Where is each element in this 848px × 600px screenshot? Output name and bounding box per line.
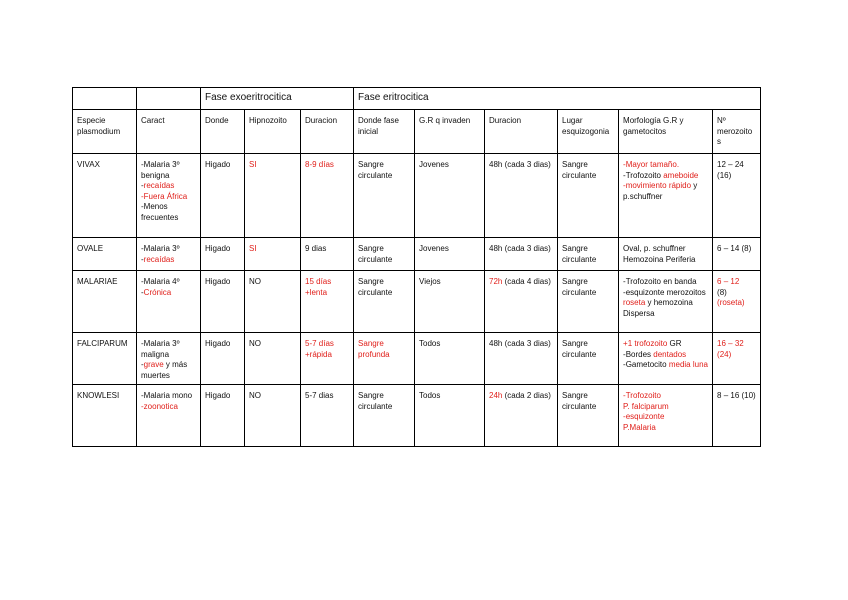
- cell-text: 48h (cada 3 dias): [489, 339, 551, 348]
- highlight-text: grave: [143, 360, 164, 369]
- cell-merozoitos-line: [717, 288, 756, 299]
- cell-duracion-eri-line: [489, 391, 553, 402]
- cell-morfologia-line: [623, 339, 708, 350]
- cell-caract-line: [141, 391, 196, 402]
- cell-caract-line: [141, 277, 196, 288]
- cell-morfologia-line: [623, 288, 708, 320]
- cell-text: -Malaria 3º maligna: [141, 339, 180, 359]
- cell-hipnozoito-line: [249, 339, 296, 350]
- cell-hipnozoito-line: [249, 244, 296, 255]
- cell-morfologia: [619, 238, 713, 271]
- cell-fase-inicial: [354, 238, 415, 271]
- cell-hipnozoito: [245, 333, 301, 385]
- cell-gr-invaden-text: Todos: [419, 339, 441, 348]
- column-header: Donde: [201, 110, 245, 154]
- cell-text: Sangre circulante: [562, 160, 597, 180]
- cell-lugar-esquizogonia-line: [562, 277, 614, 298]
- cell-caract: [137, 333, 201, 385]
- cell-morfologia-line: [623, 350, 708, 361]
- cell-text: -Malaria mono: [141, 391, 193, 400]
- cell-text: -: [141, 181, 144, 190]
- column-header: Hipnozoito: [245, 110, 301, 154]
- cell-morfologia-line: [623, 360, 708, 371]
- table-row-ovale: [73, 238, 761, 271]
- cell-morfologia: [619, 385, 713, 447]
- cell-text: -Menos frecuentes: [141, 202, 179, 222]
- cell-lugar-esquizogonia-line: [562, 339, 614, 360]
- cell-text: Sangre circulante: [358, 277, 393, 297]
- cell-gr-invaden-text: Jovenes: [419, 244, 449, 253]
- cell-donde-text: Higado: [205, 277, 231, 286]
- highlight-text: ameboide: [663, 170, 699, 180]
- cell-gr-invaden: [415, 271, 485, 333]
- cell-gr-invaden-text: Jovenes: [419, 160, 449, 169]
- highlight-text: (roseta): [717, 298, 745, 307]
- cell-text: Sangre circulante: [358, 391, 393, 411]
- cell-text: -Malaria 4º: [141, 277, 180, 286]
- cell-morfologia: [619, 271, 713, 333]
- cell-text: Sangre circulante: [562, 244, 597, 264]
- cell-especie: [73, 154, 137, 238]
- cell-donde-text: Higado: [205, 391, 231, 400]
- column-header: Donde fase inicial: [354, 110, 415, 154]
- cell-caract-line: [141, 255, 196, 266]
- cell-morfologia-line: [623, 423, 708, 434]
- cell-duracion-eri: [485, 385, 558, 447]
- cell-merozoitos-line: [717, 244, 756, 255]
- cell-especie: [73, 333, 137, 385]
- cell-donde: [201, 271, 245, 333]
- cell-text: (8): [717, 287, 727, 297]
- cell-text: 48h (cada 3 dias): [489, 244, 551, 253]
- highlight-text: P.Malaria: [623, 422, 656, 432]
- cell-fase-inicial: [354, 154, 415, 238]
- cell-text: Sangre circulante: [562, 391, 597, 411]
- highlight-text: recaídas: [143, 254, 175, 264]
- cell-gr-invaden-text: Todos: [419, 391, 441, 400]
- highlight-text: roseta: [623, 298, 646, 307]
- highlight-text: -esquizonte: [623, 412, 665, 421]
- cell-fase-inicial: [354, 271, 415, 333]
- cell-morfologia: [619, 154, 713, 238]
- cell-merozoitos: [713, 238, 761, 271]
- cell-text: -Bordes: [623, 349, 654, 359]
- cell-especie: [73, 238, 137, 271]
- group-header-row: [73, 88, 761, 110]
- cell-especie-text: VIVAX: [77, 160, 100, 169]
- table-body: [73, 88, 761, 447]
- cell-text: 5-7 dias: [305, 391, 334, 400]
- column-header: Nº merozoitos: [713, 110, 761, 154]
- highlight-text: -Fuera África: [141, 191, 188, 201]
- highlight-text: -Trofozoito: [623, 391, 661, 400]
- cell-lugar-esquizogonia: [558, 271, 619, 333]
- cell-duracion-exo: [301, 238, 354, 271]
- cell-caract-line: [141, 244, 196, 255]
- cell-text: Sangre circulante: [562, 339, 597, 359]
- cell-hipnozoito-line: [249, 391, 296, 402]
- cell-morfologia-line: [623, 255, 708, 266]
- cell-text: 12 – 24 (16): [717, 160, 744, 180]
- cell-duracion-eri: [485, 333, 558, 385]
- cell-text: GR: [667, 339, 682, 348]
- cell-morfologia-line: [623, 402, 708, 413]
- column-header: Morfología G.R y gametocitos: [619, 110, 713, 154]
- highlight-text: -Mayor tamaño.: [623, 160, 680, 169]
- cell-gr-invaden-text: Viejos: [419, 277, 441, 286]
- column-header-row: [73, 110, 761, 154]
- cell-caract-line: [141, 202, 196, 223]
- highlight-text: 8-9 días: [305, 160, 334, 169]
- cell-text: Oval, p. schuffner: [623, 244, 686, 253]
- cell-duracion-exo-line: [305, 391, 349, 402]
- column-header: Lugar esquizogonia: [558, 110, 619, 154]
- group-header-exoeritrocitica: Fase exoeritrocitica: [201, 88, 354, 110]
- cell-duracion-exo-line: [305, 277, 349, 298]
- highlight-text: Sangre profunda: [358, 339, 390, 359]
- cell-duracion-exo: [301, 154, 354, 238]
- cell-caract: [137, 154, 201, 238]
- cell-fase-inicial-line: [358, 277, 410, 298]
- cell-donde-text: Higado: [205, 244, 231, 253]
- column-header: Duracion: [485, 110, 558, 154]
- cell-text: 6 – 14 (8): [717, 244, 752, 253]
- cell-text: Sangre circulante: [358, 160, 393, 180]
- cell-merozoitos-line: [717, 277, 756, 288]
- cell-morfologia: [619, 333, 713, 385]
- cell-hipnozoito-line: [249, 277, 296, 288]
- cell-especie-text: KNOWLESI: [77, 391, 120, 400]
- cell-text: Sangre circulante: [562, 277, 597, 297]
- highlight-text: -zoonotica: [141, 401, 178, 411]
- cell-caract: [137, 238, 201, 271]
- cell-text: (cada 4 dias): [502, 277, 551, 286]
- cell-morfologia-line: [623, 171, 708, 182]
- highlight-text: media luna: [668, 360, 708, 369]
- cell-caract-line: [141, 192, 196, 203]
- cell-lugar-esquizogonia: [558, 333, 619, 385]
- cell-text: Sangre circulante: [358, 244, 393, 264]
- cell-duracion-eri-line: [489, 244, 553, 255]
- cell-lugar-esquizogonia: [558, 238, 619, 271]
- cell-hipnozoito: [245, 238, 301, 271]
- cell-fase-inicial-line: [358, 160, 410, 181]
- cell-duracion-exo-line: [305, 339, 349, 360]
- cell-text: y hemozoina Dispersa: [623, 298, 693, 318]
- highlight-text: +1 trofozoito: [623, 339, 668, 348]
- cell-text: Hemozoina Periferia: [623, 254, 696, 264]
- cell-caract-line: [141, 402, 196, 413]
- cell-duracion-eri: [485, 271, 558, 333]
- cell-text: -Gametocito: [623, 360, 669, 369]
- cell-duracion-exo: [301, 271, 354, 333]
- cell-merozoitos: [713, 385, 761, 447]
- cell-text: (cada 2 dias): [502, 391, 551, 400]
- cell-fase-inicial-line: [358, 339, 410, 360]
- cell-especie-text: FALCIPARUM: [77, 339, 128, 348]
- highlight-text: SI: [249, 244, 257, 253]
- column-header: G.R q invaden: [415, 110, 485, 154]
- cell-morfologia-line: [623, 181, 708, 202]
- highlight-text: 72h: [489, 277, 503, 286]
- cell-hipnozoito-line: [249, 160, 296, 171]
- cell-duracion-eri-line: [489, 277, 553, 288]
- cell-donde: [201, 385, 245, 447]
- highlight-text: SI: [249, 160, 257, 169]
- cell-merozoitos: [713, 333, 761, 385]
- cell-especie: [73, 271, 137, 333]
- cell-text: -: [141, 360, 144, 369]
- cell-duracion-exo: [301, 333, 354, 385]
- cell-donde-text: Higado: [205, 160, 231, 169]
- cell-caract-line: [141, 181, 196, 192]
- column-header: Duracion: [301, 110, 354, 154]
- cell-duracion-eri: [485, 238, 558, 271]
- cell-merozoitos: [713, 271, 761, 333]
- cell-merozoitos: [713, 154, 761, 238]
- cell-merozoitos-line: [717, 298, 756, 309]
- cell-text: -Trofozoito en banda: [623, 277, 697, 286]
- cell-text: -esquizonte merozoitos: [623, 287, 706, 297]
- cell-lugar-esquizogonia: [558, 385, 619, 447]
- cell-text: y p.schuffner: [623, 181, 698, 201]
- cell-merozoitos-line: [717, 391, 756, 402]
- cell-donde: [201, 154, 245, 238]
- cell-text: -Malaria 3º: [141, 244, 180, 253]
- cell-fase-inicial-line: [358, 391, 410, 412]
- cell-caract-line: [141, 288, 196, 299]
- highlight-text: Crónica: [143, 287, 172, 297]
- cell-caract-line: [141, 360, 196, 381]
- table-row-malariae: [73, 271, 761, 333]
- cell-donde-text: Higado: [205, 339, 231, 348]
- cell-text: y más muertes: [141, 360, 188, 380]
- cell-fase-inicial: [354, 385, 415, 447]
- cell-donde: [201, 333, 245, 385]
- highlight-text: dentados: [653, 349, 687, 359]
- cell-caract-line: [141, 160, 196, 181]
- cell-morfologia-line: [623, 160, 708, 171]
- cell-morfologia-line: [623, 244, 708, 255]
- cell-especie-text: MALARIAE: [77, 277, 118, 286]
- cell-hipnozoito: [245, 385, 301, 447]
- table-row-falciparum: [73, 333, 761, 385]
- cell-caract: [137, 385, 201, 447]
- cell-merozoitos-line: [717, 339, 756, 360]
- highlight-text: P. falciparum: [623, 401, 669, 411]
- cell-lugar-esquizogonia: [558, 154, 619, 238]
- malaria-comparison-table: [72, 87, 761, 447]
- cell-morfologia-line: [623, 391, 708, 402]
- cell-gr-invaden: [415, 238, 485, 271]
- cell-duracion-eri-line: [489, 160, 553, 171]
- highlight-text: recaídas: [143, 181, 175, 190]
- cell-duracion-eri-line: [489, 339, 553, 350]
- cell-lugar-esquizogonia-line: [562, 160, 614, 181]
- cell-text: 48h (cada 3 dias): [489, 160, 551, 169]
- cell-duracion-exo-line: [305, 160, 349, 171]
- highlight-text: 24h: [489, 391, 503, 400]
- cell-duracion-eri: [485, 154, 558, 238]
- cell-especie: [73, 385, 137, 447]
- group-header-empty-2: [137, 88, 201, 110]
- highlight-text: 6 – 12: [717, 277, 740, 286]
- cell-morfologia-line: [623, 277, 708, 288]
- cell-fase-inicial: [354, 333, 415, 385]
- column-header: Especie plasmodium: [73, 110, 137, 154]
- cell-hipnozoito: [245, 154, 301, 238]
- cell-fase-inicial-line: [358, 244, 410, 265]
- highlight-text: 5-7 días +rápida: [305, 339, 334, 359]
- highlight-text: -movimiento rápido: [623, 181, 692, 190]
- cell-lugar-esquizogonia-line: [562, 244, 614, 265]
- table-row-vivax: [73, 154, 761, 238]
- cell-text: -: [141, 254, 144, 264]
- cell-duracion-exo: [301, 385, 354, 447]
- cell-caract-line: [141, 339, 196, 360]
- cell-caract: [137, 271, 201, 333]
- cell-text: -: [141, 287, 144, 297]
- cell-morfologia-line: [623, 412, 708, 423]
- highlight-text: 16 – 32 (24): [717, 339, 744, 359]
- cell-lugar-esquizogonia-line: [562, 391, 614, 412]
- cell-duracion-exo-line: [305, 244, 349, 255]
- highlight-text: 15 días +lenta: [305, 277, 332, 297]
- cell-hipnozoito: [245, 271, 301, 333]
- cell-text: 8 – 16 (10): [717, 391, 756, 400]
- table-row-knowlesi: [73, 385, 761, 447]
- group-header-empty-1: [73, 88, 137, 110]
- cell-text: NO: [249, 391, 261, 400]
- cell-text: 9 dias: [305, 244, 327, 253]
- cell-text: -Trofozoito: [623, 170, 664, 180]
- cell-text: NO: [249, 277, 261, 286]
- cell-gr-invaden: [415, 333, 485, 385]
- cell-gr-invaden: [415, 154, 485, 238]
- cell-merozoitos-line: [717, 160, 756, 181]
- column-header: Caract: [137, 110, 201, 154]
- cell-text: -Malaria 3º benigna: [141, 160, 180, 180]
- cell-especie-text: OVALE: [77, 244, 104, 253]
- cell-gr-invaden: [415, 385, 485, 447]
- cell-text: NO: [249, 339, 261, 348]
- cell-donde: [201, 238, 245, 271]
- group-header-eritrocitica: Fase eritrocitica: [354, 88, 761, 110]
